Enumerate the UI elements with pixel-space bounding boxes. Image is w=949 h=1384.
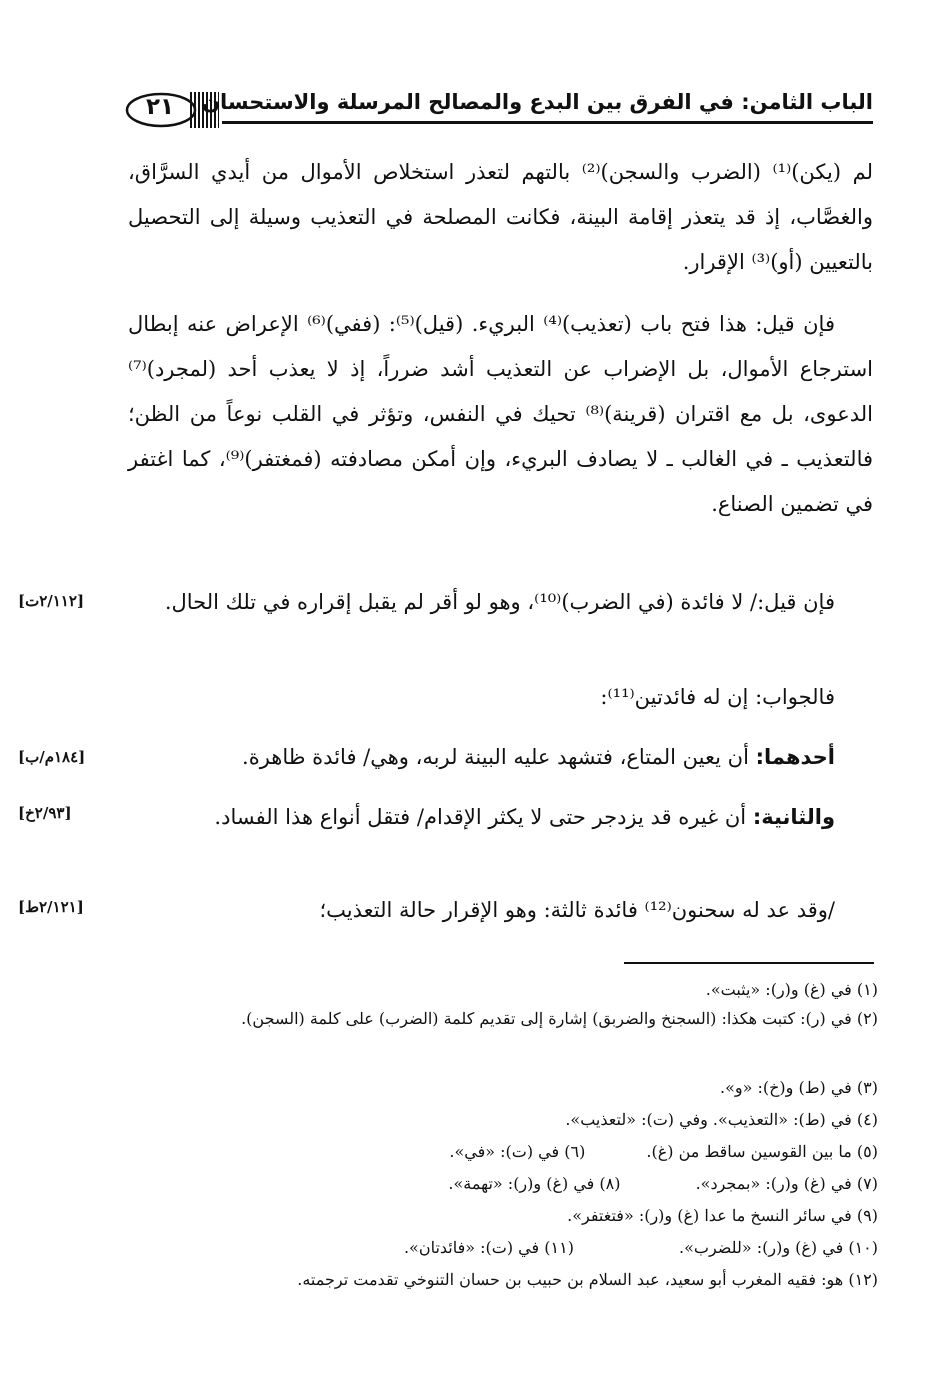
paragraph-lead: أحدهما: (755, 745, 835, 769)
footnote-row-7-8 (130, 1169, 878, 1198)
margin-reference: [٢/٩٣خ] (18, 804, 72, 822)
footnote-11: (١١) في (ت): «فائدتان». (403, 1238, 574, 1257)
margin-reference: [٢/١١٢ت] (18, 592, 85, 610)
footnote-12: (١٢) هو: فقيه المغرب أبو سعيد، عبد السلام بن حبيب بن حسان التنوخي تقدمت ترجمته. (297, 1270, 878, 1289)
header-title: الباب الثامن: في الفرق بين البدع والمصالح المرسلة والاستحسان (202, 90, 873, 114)
paragraph-lead: والثانية: (752, 805, 835, 829)
paragraph-6 (128, 795, 873, 840)
footnote-3: (٣) في (ط) و(خ): «و». (719, 1078, 878, 1097)
paragraph-3: فإن قيل:/ لا فائدة (في الضرب)⁽¹⁰⁾، وهو لو أقر لم يقبل إقراره في تلك الحال. (164, 590, 835, 614)
paragraph-2: فإن قيل: هذا فتح باب (تعذيب)⁽⁴⁾ البريء. (قيل)⁽⁵⁾: (ففي)⁽⁶⁾ الإعراض عنه إبطال استرجاع الأموال، بل الإضراب عن التعذيب أشد ضرراً، إذ لا يعذب أحد (لمجرد)⁽⁷⁾ الدعوى، بل مع اقتران (قرينة)⁽⁸⁾ تحيك في النفس، وتؤثر في القلب نوعاً من الظن؛ فالتعذيب ـ في الغالب ـ لا يصادف البريء، وإن أمكن مصادفته (فمغتفر)⁽⁹⁾، كما اغتفر في تضمين الصناع. (128, 312, 874, 516)
header-rule (222, 121, 873, 124)
footnote-6: (٦) في (ت): «في». (449, 1142, 586, 1161)
footnote-4: (٤) في (ط): «التعذيب». وفي (ت): «لتعذيب». (565, 1110, 878, 1129)
paragraph-7: /وقد عد له سحنون⁽¹²⁾ فائدة ثالثة: وهو الإقرار حالة التعذيب؛ (319, 898, 835, 922)
footnote-1: (١) في (غ) و(ر): «يثبت». (705, 980, 878, 999)
footnote-separator (624, 962, 874, 964)
footnote-row-5-6 (130, 1137, 878, 1166)
footnote-2: (٢) في (ر): كتبت هكذا: (السجنخ والضربق) إشارة إلى تقديم كلمة (الضرب) على كلمة (السجن). (241, 1009, 878, 1028)
paragraph-1: لم (يكن)⁽¹⁾ (الضرب والسجن)⁽²⁾ بالتهم لتعذر استخلاص الأموال من أيدي السرَّاق، والغصَّاب، إذ قد يتعذر إقامة البينة، فكانت المصلحة في التعذيب وسيلة إلى التحصيل بالتعيين (أو)⁽³⁾ الإقرار. (128, 160, 873, 274)
page-number: ٢١ (145, 94, 175, 120)
footnote-7: (٧) في (غ) و(ر): «بمجرد». (695, 1174, 878, 1193)
paragraph-4: فالجواب: إن له فائدتين⁽¹¹⁾: (600, 685, 835, 709)
footnote-10: (١٠) في (غ) و(ر): «للضرب». (679, 1238, 878, 1257)
paragraph-text: أن غيره قد يزدجر حتى لا يكثر الإقدام/ فتقل أنواع هذا الفساد. (214, 805, 747, 829)
margin-reference: [١٨٤م/ب] (18, 748, 86, 766)
paragraph-5 (128, 735, 873, 780)
running-header (125, 84, 873, 132)
footnote-row-10-11 (130, 1233, 878, 1262)
paragraph-text: أن يعين المتاع، فتشهد عليه البينة لربه، وهي/ فائدة ظاهرة. (242, 745, 749, 769)
footnote-9: (٩) في سائر النسخ ما عدا (غ) و(ر): «فتغتفر». (567, 1206, 878, 1225)
margin-reference: [٢/١٢١ط] (18, 898, 84, 916)
footnote-8: (٨) في (غ) و(ر): «تهمة». (448, 1174, 621, 1193)
footnote-5: (٥) ما بين القوسين ساقط من (غ). (646, 1142, 878, 1161)
